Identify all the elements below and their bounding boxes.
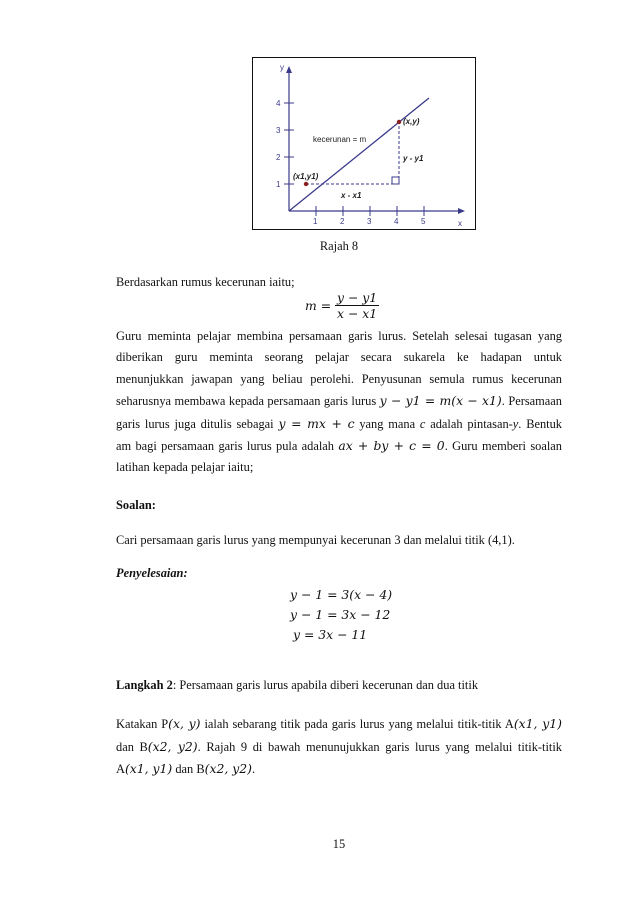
paragraph-line <box>116 413 562 435</box>
text-span: Katakan P <box>116 717 169 731</box>
text-span: seharusnya membawa kepada persamaan garis lurus <box>116 394 380 409</box>
paragraph-line <box>116 435 562 457</box>
text-span: . Rajah 9 di bawah menunujukkan garis lurus yang melalui titik-titik <box>197 739 562 754</box>
x-tick-label: 1 <box>313 217 318 226</box>
paragraph-line <box>116 758 562 781</box>
second-paragraph <box>116 713 562 781</box>
equation-inline: (x2, y2) <box>147 738 198 754</box>
langkah-label: Langkah 2 <box>116 678 173 692</box>
point-label-x-y: (x,y) <box>403 117 420 126</box>
y-tick-label: 2 <box>276 153 281 162</box>
formula-lhs: m = <box>305 298 332 313</box>
equation-inline: (x1, y1) <box>513 716 562 731</box>
solution-line: y − 1 = 3x − 12 <box>290 607 391 622</box>
rise-label: y - y1 <box>403 154 424 163</box>
main-paragraph <box>116 326 562 479</box>
page-number: 15 <box>332 837 346 851</box>
equation-inline: ax + by + c = 0 <box>338 438 445 454</box>
soalan-text: Cari persamaan garis lurus yang mempunyai kecerunan 3 dan melalui titik (4,1). <box>116 533 515 547</box>
figure-rajah-8 <box>252 57 476 230</box>
line-graph <box>253 58 475 229</box>
x-tick-label: 3 <box>367 217 372 226</box>
intro-text: Berdasarkan rumus kecerunan iaitu; <box>116 275 295 289</box>
solution-steps <box>290 585 392 645</box>
paragraph-line: latihan kepada pelajar iaitu; <box>116 460 254 475</box>
text-span: adalah pintasan- <box>425 416 513 431</box>
text-span: c <box>419 416 426 431</box>
text-span: ialah sebarang titik pada garis lurus yang melalui titik-titik A <box>200 717 514 731</box>
text-span: . <box>251 762 256 776</box>
paragraph-line <box>116 713 562 736</box>
x-tick-label: 4 <box>394 217 399 226</box>
text-span: y <box>512 416 519 431</box>
y-tick-label: 1 <box>276 180 281 189</box>
x-axis-arrow-icon <box>458 208 465 214</box>
run-label: x - x1 <box>341 191 362 200</box>
paragraph-line: Guru meminta pelajar membina persamaan garis lurus. Setelah selesai tugasan yang <box>116 329 562 343</box>
text-span: dan B <box>116 739 148 754</box>
y-axis-arrow-icon <box>286 66 292 73</box>
equation-inline: (x2, y2) <box>204 761 252 776</box>
point-x-y <box>397 120 401 124</box>
solution-line: y = 3x − 11 <box>293 627 368 642</box>
y-axis-label: y <box>280 63 284 72</box>
equation-inline: y − y1 = m(x − x1) <box>379 393 502 409</box>
paragraph-line: menunjukkan jawapan yang beliau perolehi. Penyusunan semula rumus kecerunan <box>116 371 562 386</box>
equation-inline: y = mx + c <box>278 415 355 431</box>
equation-inline: (x, y) <box>168 716 201 731</box>
formula-denominator: x − x1 <box>337 306 378 321</box>
formula-numerator: y − y1 <box>337 290 378 305</box>
text-span: garis lurus juga ditulis sebagai <box>116 416 279 431</box>
figure-caption: Rajah 8 <box>319 239 359 253</box>
slope-formula <box>305 290 379 321</box>
penyelesaian-heading: Penyelesaian: <box>116 566 188 580</box>
right-angle-marker <box>392 177 399 184</box>
point-label-x1-y1: (x1,y1) <box>293 172 319 181</box>
y-tick-label: 4 <box>276 99 281 108</box>
paragraph-line <box>116 736 562 759</box>
soalan-heading: Soalan: <box>116 498 156 512</box>
x-tick-label: 5 <box>421 217 426 226</box>
solution-line: y − 1 = 3(x − 4) <box>290 587 393 602</box>
x-tick-label: 2 <box>340 217 345 226</box>
text-span: yang mana <box>354 416 420 431</box>
text-span: am bagi persamaan garis lurus pula adalah <box>116 439 339 454</box>
langkah-heading <box>116 678 478 693</box>
y-tick-label: 3 <box>276 126 281 135</box>
text-span: . Persamaan <box>501 394 562 409</box>
equation-inline: (x1, y1) <box>124 761 173 776</box>
text-span: dan B <box>172 762 205 776</box>
text-span: A <box>116 762 125 776</box>
text-span: . Bentuk <box>518 416 562 431</box>
x-axis-label: x <box>458 219 462 228</box>
langkah-text: : Persamaan garis lurus apabila diberi kecerunan dan dua titik <box>172 678 479 692</box>
paragraph-line <box>116 390 562 412</box>
formula-fraction <box>335 290 379 321</box>
point-x1-y1 <box>304 182 308 186</box>
slope-label: kecerunan = m <box>313 135 367 144</box>
text-span: . Guru memberi soalan <box>444 439 562 454</box>
paragraph-line: diberikan guru meminta seorang pelajar secara sukarela ke hadapan untuk <box>116 350 562 365</box>
